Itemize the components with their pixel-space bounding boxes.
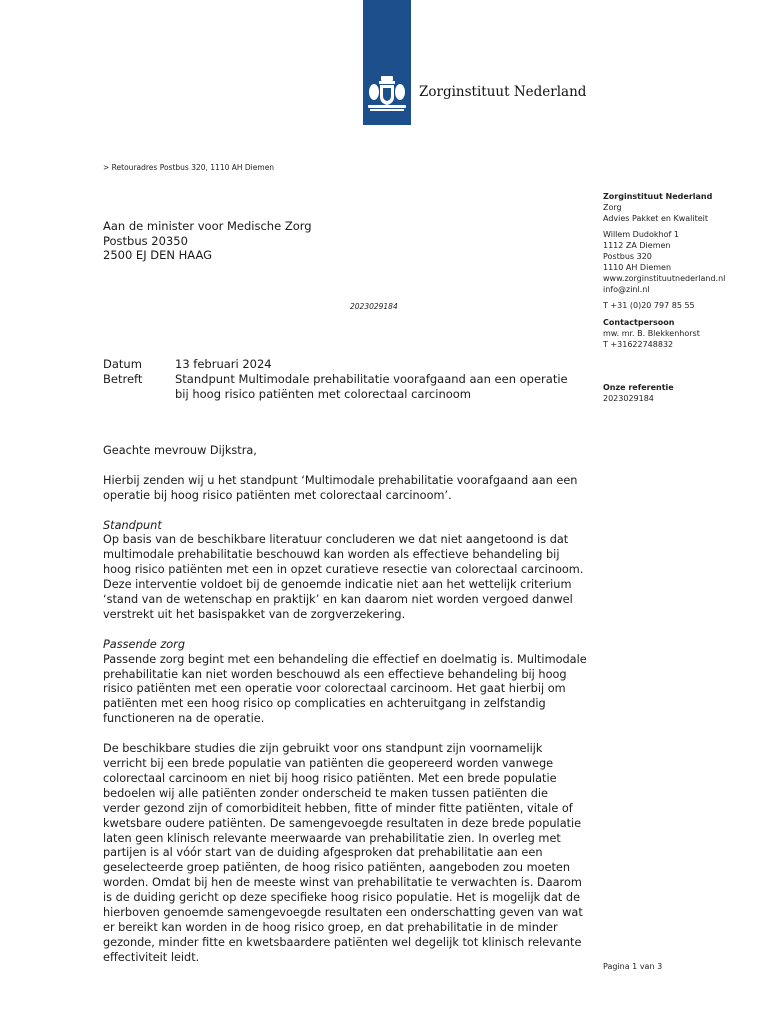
sidebar-email[interactable]: info@zinl.nl — [603, 285, 650, 294]
sidebar-contact-label: Contactpersoon — [603, 318, 675, 327]
sidebar-website[interactable]: www.zorginstituutnederland.nl — [603, 274, 726, 283]
letter-body — [103, 444, 588, 981]
return-address: > Retouradres Postbus 320, 1110 AH Diemen — [103, 163, 275, 172]
sidebar-dept-1: Zorg — [603, 203, 622, 212]
standpunt-section — [103, 519, 588, 623]
passende-heading: Passende zorg — [103, 637, 185, 651]
studies-paragraph: De beschikbare studies die zijn gebruikt voor ons standpunt zijn voornamelijk verricht bij een brede populatie van patiënten die geopereerd worden vanwege colorectaal carcinoom en niet bij hoog risico patiënten. Met een brede populatie bedoelen wij alle patiënten zonder onderscheid te maken tussen patiënten die verder gezond zijn of comorbiditeit hebben, fitte of minder fitte patiënten, vitale of kwetsbare oudere patiënten. De samengevoegde resultaten in deze brede populatie laten geen klinisch relevante meerwaarde van prehabilitatie zien. In overleg met partijen is al vóór start van de duiding afgesproken dat prehabilitatie aan een geselecteerde groep patiënten, de hoog risico patiënten, aangeboden zou moeten worden. Omdat bij hen de meeste winst van prehabilitatie te verwachten is. Daarom is de duiding gericht op deze specifieke hoog risico populatie. Het is mogelijk dat de hierboven genoemde samengevoegde resultaten een onderschatting geven van wat er bereikt kan worden in de hoog risico groep, en dat prehabilitatie in de minder gezonde, minder fitte en kwetsbaardere patiënten wel degelijk tot klinisch relevante effectiviteit leidt. — [103, 742, 583, 964]
org-name-logo: Zorginstituut Nederland — [419, 84, 587, 100]
passende-text: Passende zorg begint met een behandeling die effectief en doelmatig is. Multimodale prehabilitatie kan niet worden beschouwd als een effectieve behandeling bij hoog risico patiënten met een operatie voor colorectaal carcinoom. Het gaat hierbij om patiënten met een hoog risico op complicaties en achteruitgang in zelfstandig functioneren na de operatie. — [103, 652, 587, 726]
subject-label: Betreft — [103, 372, 143, 386]
date-label: Datum — [103, 357, 142, 371]
standpunt-text: Op basis van de beschikbare literatuur concluderen we dat niet aangetoond is dat multimodale prehabilitatie beschouwd kan worden als effectieve behandeling bij hoog risico patiënten met een in opzet curatieve resectie van colorectaal carcinoom. Deze interventie voldoet bij de genoemde indicatie niet aan het wettelijk criterium ‘stand van de wetenschap en praktijk’ en kan daarom niet worden vergoed danwel verstrekt uit het basispakket van de zorgverzekering. — [103, 533, 584, 621]
sidebar-org-block — [603, 191, 712, 224]
sidebar-phone: T +31 (0)20 797 85 55 — [603, 301, 695, 310]
logo-bar — [363, 0, 411, 125]
intro-paragraph: Hierbij zenden wij u het standpunt ‘Multimodale prehabilitatie voorafgaand aan een operatie bij hoog risico patiënten met colorectaal carcinoom’. — [103, 473, 578, 502]
sidebar-street: Willem Dudokhof 1 — [603, 230, 679, 239]
sidebar-ref-value: 2023029184 — [603, 394, 654, 403]
date-value: 13 februari 2024 — [175, 357, 272, 371]
letter-meta — [103, 357, 575, 402]
reference-number: 2023029184 — [350, 302, 398, 311]
sidebar-dept-2: Advies Pakket en Kwaliteit — [603, 214, 709, 223]
sidebar-ref-block — [603, 382, 674, 404]
subject-value: Standpunt Multimodale prehabilitatie voorafgaand aan een operatie bij hoog risico patiënten met colorectaal carcinoom — [175, 372, 568, 401]
sidebar-org: Zorginstituut Nederland — [603, 192, 713, 201]
addressee-line-1: Aan de minister voor Medische Zorg — [103, 219, 312, 233]
sidebar-postbus: Postbus 320 — [603, 252, 652, 261]
sidebar-contact-phone: T +31622748832 — [603, 340, 674, 349]
standpunt-heading: Standpunt — [103, 518, 162, 532]
page-number: Pagina 1 van 3 — [603, 962, 663, 971]
salutation: Geachte mevrouw Dijkstra, — [103, 444, 257, 457]
sidebar-zip-city: 1112 ZA Diemen — [603, 241, 671, 250]
passende-section — [103, 638, 588, 727]
sidebar-contact-name: mw. mr. B. Blekkenhorst — [603, 329, 700, 338]
sidebar-postbus-city: 1110 AH Diemen — [603, 263, 672, 272]
coat-of-arms-icon — [366, 74, 408, 114]
addressee-line-2: Postbus 20350 — [103, 233, 188, 248]
addressee-line-3: 2500 EJ DEN HAAG — [103, 248, 213, 262]
sidebar-address-block — [603, 229, 725, 295]
addressee-block — [103, 219, 312, 263]
sidebar-contact-block — [603, 317, 700, 350]
sidebar-ref-label: Onze referentie — [603, 383, 674, 392]
